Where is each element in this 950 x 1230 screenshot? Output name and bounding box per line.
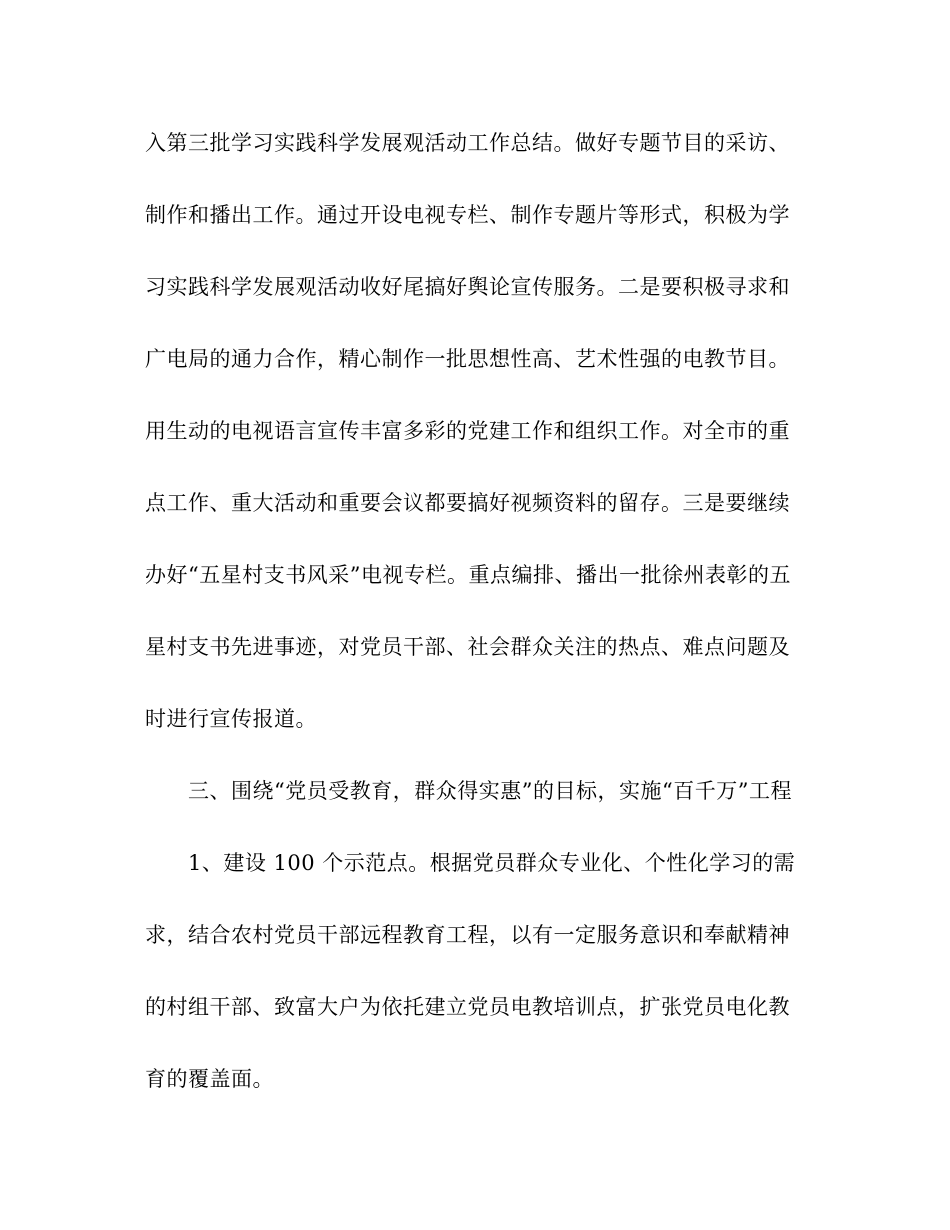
text-line: 习实践科学发展观活动收好尾搞好舆论宣传服务。二是要积极寻求和 — [145, 275, 790, 299]
section-heading: 三、围绕“党员受教育，群众得实惠”的目标，实施“百千万”工程 — [188, 779, 792, 803]
text-line: 求，结合农村党员干部远程教育工程，以有一定服务意识和奉献精神 — [145, 923, 790, 947]
text-line: 点工作、重大活动和重要会议都要搞好视频资料的留存。三是要继续 — [145, 491, 790, 515]
text-line: 办好“五星村支书风采”电视专栏。重点编排、播出一批徐州表彰的五 — [145, 563, 791, 587]
text-line: 时进行宣传报道。 — [145, 707, 317, 731]
text-line: 用生动的电视语言宣传丰富多彩的党建工作和组织工作。对全市的重 — [145, 419, 790, 443]
paragraph-first-line: 1、建设 100 个示范点。根据党员群众专业化、个性化学习的需 — [188, 851, 796, 875]
text-line: 育的覆盖面。 — [145, 1067, 274, 1091]
text-line: 星村支书先进事迹，对党员干部、社会群众关注的热点、难点问题及 — [145, 635, 790, 659]
text-line: 制作和播出工作。通过开设电视专栏、制作专题片等形式，积极为学 — [145, 203, 790, 227]
text-line: 入第三批学习实践科学发展观活动工作总结。做好专题节目的采访、 — [145, 131, 790, 155]
text-line: 广电局的通力合作，精心制作一批思想性高、艺术性强的电教节目。 — [145, 347, 790, 371]
text-line: 的村组干部、致富大户为依托建立党员电教培训点，扩张党员电化教 — [145, 995, 790, 1019]
